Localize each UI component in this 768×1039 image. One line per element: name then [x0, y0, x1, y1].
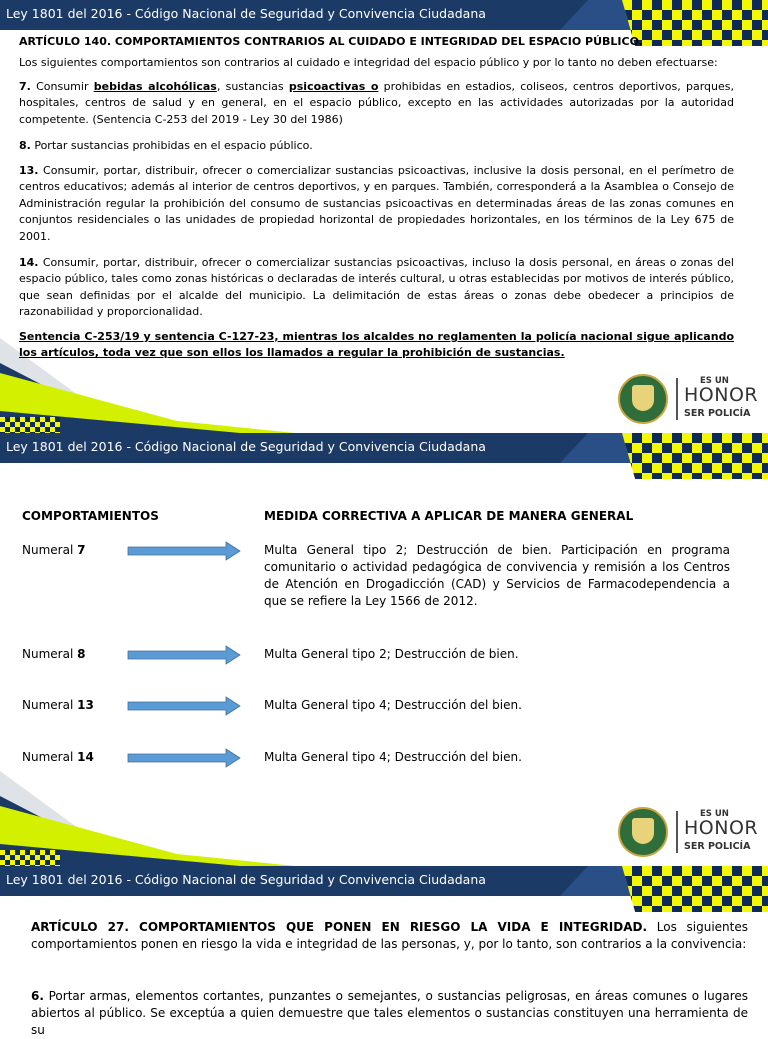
item-text: Portar armas, elementos cortantes, punzantes o semejantes, o sustancias peligrosas, en áreas comunes o lugares abiertos al público. Se exceptúa a quien demuestre que tales elementos o sustancias constituyen una herramienta de su	[31, 989, 748, 1037]
item-number: 7.	[19, 80, 31, 93]
checkered-pattern	[622, 433, 768, 479]
logo-text-2: HONOR	[684, 817, 759, 839]
item-text: , sustancias	[216, 80, 289, 93]
col-header-comportamientos: COMPORTAMIENTOS	[22, 509, 159, 523]
checkered-pattern	[622, 866, 768, 912]
right-arrow-icon	[128, 749, 240, 767]
logo-text-1: ES UN	[700, 809, 729, 819]
slide-medidas-correctivas	[0, 433, 768, 866]
item-text: Consumir, portar, distribuir, ofrecer o comercializar sustancias psicoactivas, inclusive la dosis personal, en el perímetro de centros educativos; además al interior de centros deportivos, y en parques. También, corresponderá a la Asamblea o Consejo de Administración regular la prohibición del consumo de sustancias psicoactivas en determinadas áreas de las zonas comunes en conjuntos residenciales o las unidades de propiedad horizontal de propiedades horizontales, en los términos de la Ley 675 de 2001.	[19, 164, 734, 243]
numeral-label: Numeral 8	[22, 647, 86, 661]
item-6	[31, 988, 748, 1039]
measure-text: Multa General tipo 4; Destrucción del bien.	[264, 750, 522, 764]
item-text: Portar sustancias prohibidas en el espacio público.	[30, 139, 313, 152]
article-intro: Los siguientes comportamientos son contrarios al cuidado e integridad del espacio público y por lo tanto no deben efectuarse:	[19, 56, 718, 69]
police-badge-icon	[618, 374, 668, 424]
item-number: 13.	[19, 164, 39, 177]
item-number: 14.	[19, 256, 39, 269]
slide-articulo-27	[0, 866, 768, 1037]
numeral-label: Numeral 13	[22, 698, 94, 712]
underlined-term: psicoactivas o	[288, 80, 379, 93]
logo-text-1: ES UN	[700, 376, 729, 386]
right-arrow-icon	[128, 542, 240, 560]
police-badge-icon	[618, 807, 668, 857]
slide-articulo-140	[0, 0, 768, 433]
header-title: Ley 1801 del 2016 - Código Nacional de Seguridad y Convivencia Ciudadana	[6, 872, 486, 887]
court-note: Sentencia C-253/19 y sentencia C-127-23, mientras los alcaldes no reglamenten la policía nacional sigue aplicando los artículos, toda vez que son ellos los llamados a regular la prohibición de sustancias.	[19, 330, 734, 360]
right-arrow-icon	[128, 697, 240, 715]
item-13	[19, 163, 734, 245]
article-27-heading: ARTÍCULO 27. COMPORTAMIENTOS QUE PONEN EN RIESGO LA VIDA E INTEGRIDAD. Los siguientes comportamientos ponen en riesgo la vida e integridad de las personas, y, por lo tanto, son contrarios a la convivencia:	[31, 920, 749, 951]
col-header-medida: MEDIDA CORRECTIVA A APLICAR DE MANERA GENERAL	[264, 509, 634, 523]
item-number: 8.	[19, 139, 31, 152]
header-title: Ley 1801 del 2016 - Código Nacional de Seguridad y Convivencia Ciudadana	[6, 439, 486, 454]
police-logo	[618, 374, 764, 424]
right-arrow-icon	[128, 646, 240, 664]
measure-text: Multa General tipo 2; Destrucción de bien. Participación en programa comunitario o actividad pedagógica de convivencia y remisión a los Centros de Atención en Drogadicción (CAD) y Servicios de Farmacodependencia a que se refiere la Ley 1566 de 2012.	[264, 543, 730, 608]
item-7	[19, 79, 734, 128]
numeral-label: Numeral 14	[22, 750, 94, 764]
logo-text-2: HONOR	[684, 384, 759, 406]
item-text: prohibidas en estadios, coliseos, centros deportivos, parques, hospitales, centros de salud y en general, en el espacio público, excepto en las actividades autorizadas por la autoridad competente. (Sentencia C-253 del 2019 - Ley 30 del 1986)	[19, 80, 735, 126]
measure-text: Multa General tipo 2; Destrucción de bien.	[264, 647, 519, 661]
item-number: 6.	[31, 989, 44, 1003]
header-title: Ley 1801 del 2016 - Código Nacional de Seguridad y Convivencia Ciudadana	[6, 6, 486, 21]
item-text: Consumir, portar, distribuir, ofrecer o comercializar sustancias psicoactivas, incluso la dosis personal, en áreas o zonas del espacio público, tales como zonas históricas o declaradas de interés cultural, u otras establecidas por motivos de interés público, que sean definidas por el alcalde del municipio. La delimitación de estas áreas o zonas debe obedecer a principios de razonabilidad y proporcionalidad.	[19, 256, 734, 319]
header-wedge	[560, 866, 630, 896]
police-logo	[618, 807, 764, 857]
item-8	[19, 138, 734, 154]
corner-decoration	[0, 756, 300, 866]
logo-text-3: SER POLICÍA	[684, 841, 751, 852]
item-text: Consumir	[30, 80, 94, 93]
item-14	[19, 255, 734, 321]
header-wedge	[560, 0, 630, 30]
logo-text-3: SER POLICÍA	[684, 408, 751, 419]
measure-text: Multa General tipo 4; Destrucción del bien.	[264, 698, 522, 712]
article-heading: ARTÍCULO 140. COMPORTAMIENTOS CONTRARIOS AL CUIDADO E INTEGRIDAD DEL ESPACIO PÚBLICO.	[19, 35, 643, 48]
header-wedge	[560, 433, 630, 463]
underlined-term: bebidas alcohólicas	[93, 80, 217, 93]
numeral-label: Numeral 7	[22, 543, 86, 557]
